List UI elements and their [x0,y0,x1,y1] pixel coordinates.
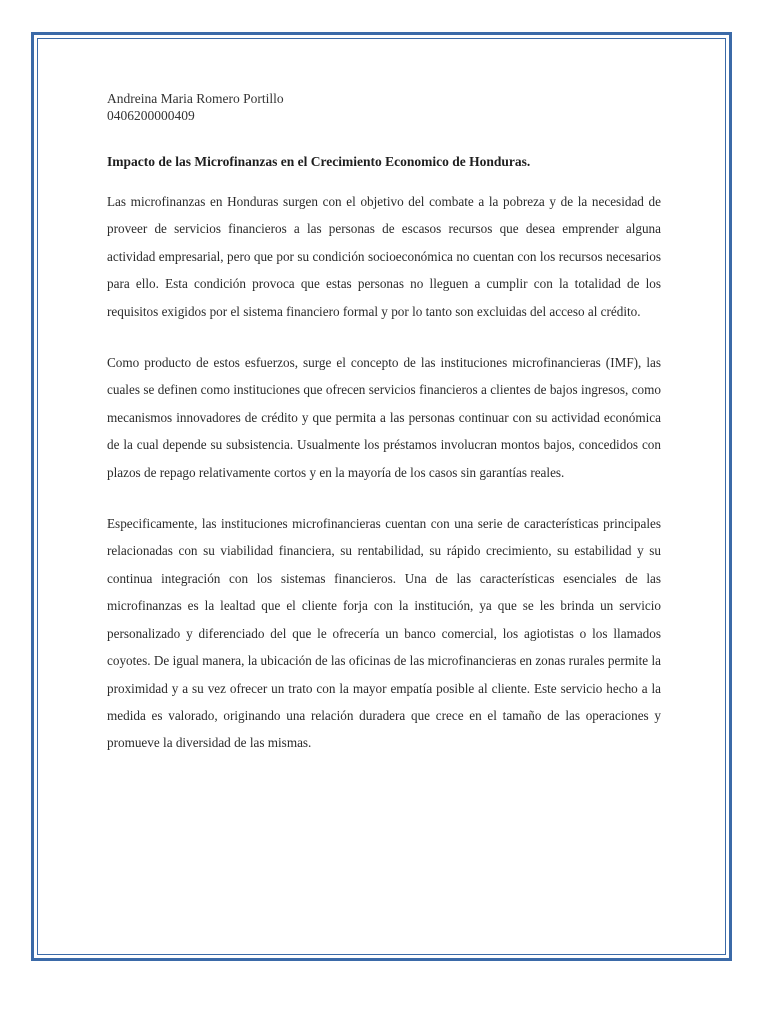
paragraph-1: Las microfinanzas en Honduras surgen con el objetivo del combate a la pobreza y de la necesidad de proveer de servicios financieros a las personas de escasos recursos que desea emprender alguna actividad empresarial, pero que por su condición socioeconómica no cuentan con los recursos necesarios para ello. Esta condición provoca que estas personas no lleguen a cumplir con la totalidad de los requisitos exigidos por el sistema financiero formal y por lo tanto son excluidas del acceso al crédito. [107,194,661,319]
paragraph-3: Especificamente, las instituciones microfinancieras cuentan con una serie de características principales relacionadas con su viabilidad financiera, su rentabilidad, su rápido crecimiento, su estabilidad y su continua integración con los sistemas financieros. Una de las características esenciales de las microfinanzas es la lealtad que el cliente forja con la institución, ya que se les brinda un servicio personalizado y diferenciado del que le ofrecería un banco comercial, los agiotistas o los llamados coyotes. De igual manera, la ubicación de las oficinas de las microfinancieras en zonas rurales permite la proximidad y a su vez ofrecer un trato con la mayor empatía posible al cliente. Este servicio hecho a la medida es valorado, originando una relación duradera que crece en el tamaño de las operaciones y promueve la diversidad de las mismas. [107,516,661,751]
document-title: Impacto de las Microfinanzas en el Crecimiento Economico de Honduras. [107,154,531,169]
author-id-number: 0406200000409 [107,108,195,123]
author-name: Andreina Maria Romero Portillo [107,91,284,106]
document-content [107,90,661,757]
paragraph-2: Como producto de estos esfuerzos, surge el concepto de las instituciones microfinancieras (IMF), las cuales se definen como instituciones que ofrecen servicios financieros a clientes de bajos ingresos, como mecanismos innovadores de crédito y que permita a las personas continuar con su actividad económica de la cual depende su subsistencia. Usualmente los préstamos involucran montos bajos, concedidos con plazos de repago relativamente cortos y en la mayoría de los casos sin garantías reales. [107,355,661,480]
